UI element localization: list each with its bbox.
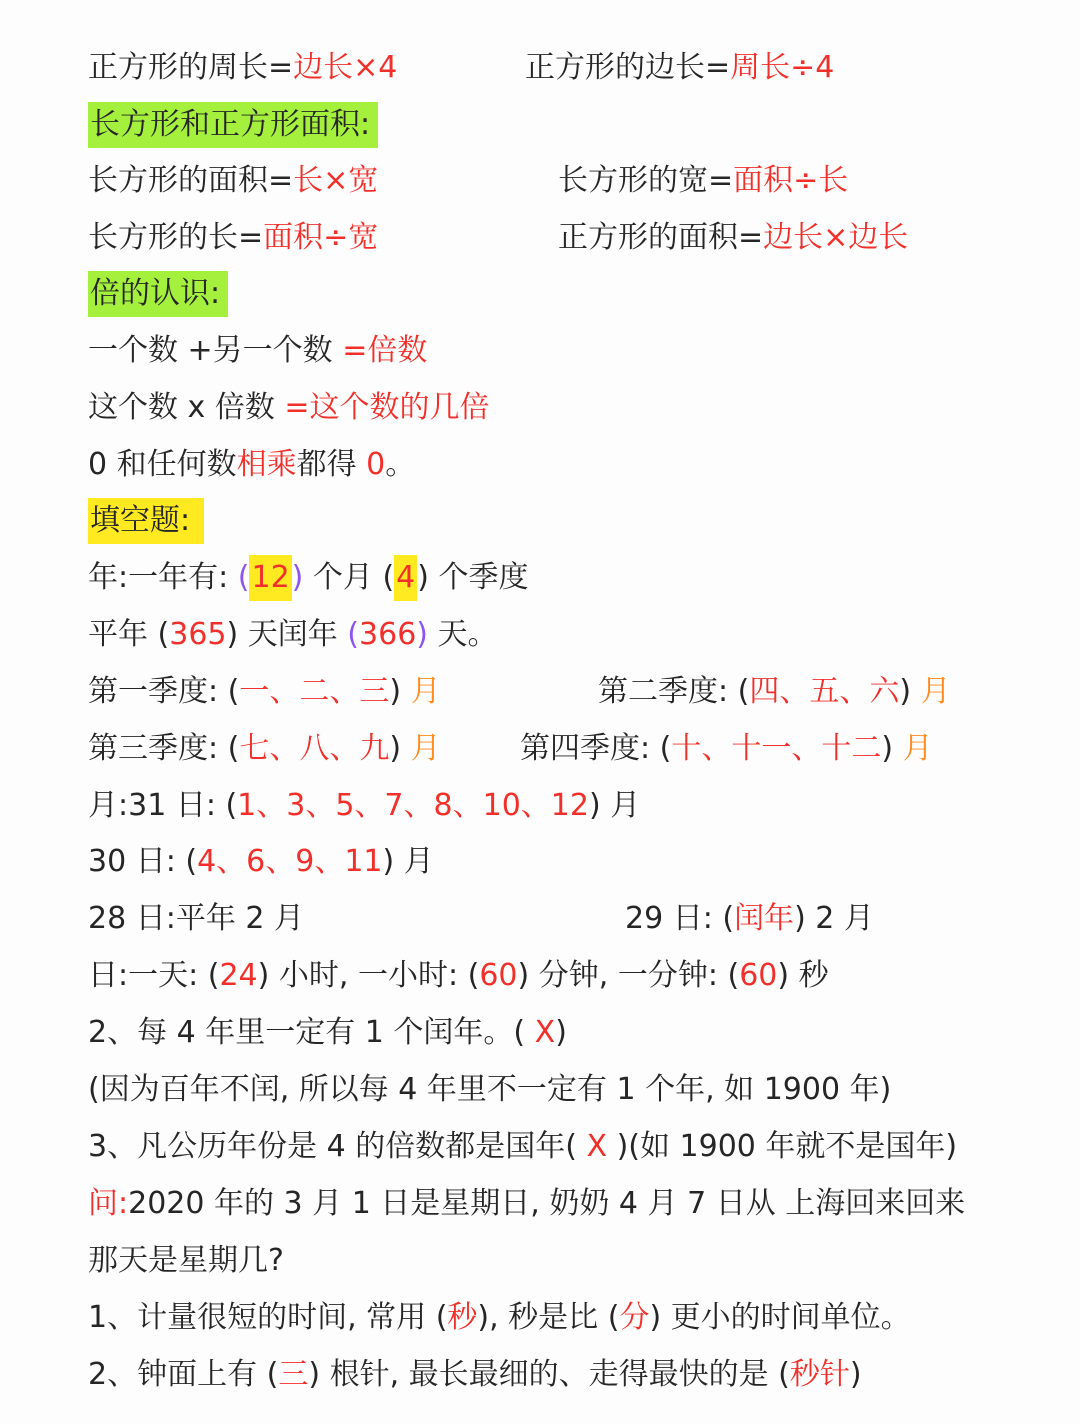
question-text: ), 秒是比 ( xyxy=(477,1300,620,1335)
question-text: 月:31 日: ( xyxy=(88,788,238,823)
february-leap-line xyxy=(625,896,874,942)
question-text: ) 秒 xyxy=(777,958,829,993)
question-text: 个月 ( xyxy=(303,560,395,595)
question-text: 28 日:平年 2 月 xyxy=(88,901,304,936)
formula-answer: 周长÷4 xyxy=(730,50,835,85)
formula-answer: 边长×边长 xyxy=(763,220,909,255)
rule-text: 都得 xyxy=(296,447,367,482)
answer-larger-unit: 分 xyxy=(619,1300,650,1335)
rule-answer: =倍数 xyxy=(342,333,428,368)
quarter-label: 第三季度: ( xyxy=(88,731,240,766)
formula-label: 正方形的周长= xyxy=(88,50,294,85)
short-months-line xyxy=(88,839,434,885)
question-text: ) xyxy=(849,1357,862,1392)
multiple-of-four-statement xyxy=(88,1124,957,1170)
quarter-months: 一、二、三 xyxy=(239,674,390,709)
year-months-question xyxy=(88,555,529,601)
zero-multiplication-rule xyxy=(88,442,415,488)
time-units-line xyxy=(88,953,829,999)
quarter-unit: 月 xyxy=(920,674,951,709)
question-label: 问: xyxy=(88,1186,129,1221)
question-text: 3、凡公历年份是 4 的倍数都是国年( xyxy=(88,1129,587,1164)
quarter-unit: 月 xyxy=(410,731,441,766)
answer-second-hand: 秒针 xyxy=(789,1357,850,1392)
open-paren: ( xyxy=(237,560,250,595)
square-area-formula xyxy=(558,215,908,261)
leap-reason-note xyxy=(88,1067,891,1113)
multiple-ratio-rule xyxy=(88,328,427,374)
question-text: ) 分钟, 一分钟: ( xyxy=(517,958,740,993)
formula-label: 长方形的面积= xyxy=(88,163,294,198)
answer-months: 1、3、5、7、8、10、12 xyxy=(237,788,589,823)
quarter-close: ) xyxy=(389,674,411,709)
rule-keyword: 相乘 xyxy=(236,447,297,482)
answer-seasons: 4 xyxy=(394,555,417,601)
question-text: )(如 1900 年就不是国年) xyxy=(607,1129,958,1164)
question-text: 2、钟面上有 ( xyxy=(88,1357,279,1392)
fill-in-heading-highlight: 填空题: xyxy=(88,498,204,544)
quarter-label: 第二季度: ( xyxy=(598,674,750,709)
question-text: 1、计量很短的时间, 常用 ( xyxy=(88,1300,448,1335)
note-text: (因为百年不闰, 所以每 4 年里不一定有 1 个年, 如 1900 年) xyxy=(88,1072,892,1107)
question-text: 30 日: ( xyxy=(88,844,198,879)
quarter-unit: 月 xyxy=(902,731,933,766)
question-text: 日:一天: ( xyxy=(88,958,220,993)
short-time-question xyxy=(88,1295,911,1341)
quarter-close: ) xyxy=(389,731,411,766)
answer-common-year-days: 365 xyxy=(169,617,227,652)
fill-in-section-heading xyxy=(88,498,204,544)
close-paren: ) xyxy=(291,560,304,595)
open-paren: ( xyxy=(347,617,360,652)
formula-answer: 长×宽 xyxy=(293,163,379,198)
weekday-question-continuation xyxy=(88,1238,284,1284)
answer-unit: 秒 xyxy=(447,1300,478,1335)
question-text: ) 月 xyxy=(382,844,434,879)
formula-label: 长方形的宽= xyxy=(558,163,734,198)
formula-label: 正方形的面积= xyxy=(558,220,764,255)
question-text: ) 天闰年 xyxy=(226,617,348,652)
rect-area-formula xyxy=(88,158,378,204)
question-text: ) 2 月 xyxy=(794,901,874,936)
quarter-1 xyxy=(88,669,441,715)
answer-false-mark: X xyxy=(534,1015,556,1050)
question-text: ) 小时, 一小时: ( xyxy=(257,958,480,993)
answer-minutes: 60 xyxy=(479,958,518,993)
formula-label: 正方形的边长= xyxy=(525,50,731,85)
rule-answer: =这个数的几倍 xyxy=(284,390,490,425)
answer-leap-year: 闰年 xyxy=(734,901,795,936)
answer-leap-year-days: 366 xyxy=(359,617,417,652)
formula-label: 长方形的长= xyxy=(88,220,264,255)
answer-seconds: 60 xyxy=(739,958,778,993)
close-paren: ) xyxy=(416,617,428,652)
rect-width-formula xyxy=(558,158,848,204)
question-text: 天。 xyxy=(428,617,498,652)
square-perimeter-formula xyxy=(88,45,397,91)
question-text: ) 个季度 xyxy=(417,560,529,595)
quarter-label: 第四季度: ( xyxy=(520,731,672,766)
multiples-section-heading xyxy=(88,271,228,317)
formula-answer: 面积÷长 xyxy=(733,163,849,198)
clock-hands-question xyxy=(88,1352,862,1398)
formula-answer: 面积÷宽 xyxy=(263,220,379,255)
quarter-months: 十、十一、十二 xyxy=(671,731,882,766)
quarter-close: ) xyxy=(881,731,903,766)
quarter-2 xyxy=(598,669,951,715)
rule-label: 一个数 +另一个数 xyxy=(88,333,343,368)
quarter-months: 四、五、六 xyxy=(749,674,900,709)
quarter-months: 七、八、九 xyxy=(239,731,390,766)
rule-label: 这个数 x 倍数 xyxy=(88,390,285,425)
february-common-line xyxy=(88,896,304,942)
rule-text: 0 和任何数 xyxy=(88,447,237,482)
quarter-3 xyxy=(88,726,441,772)
question-text: 平年 ( xyxy=(88,617,170,652)
answer-hours: 24 xyxy=(219,958,258,993)
formula-answer: 边长×4 xyxy=(293,50,398,85)
area-section-heading xyxy=(88,102,378,148)
question-text: 2020 年的 3 月 1 日是星期日, 奶奶 4 月 7 日从 上海回来回来 xyxy=(128,1186,966,1221)
question-text: 年:一年有: xyxy=(88,560,238,595)
answer-false-mark: X xyxy=(586,1129,608,1164)
year-days-question xyxy=(88,612,498,658)
quarter-4 xyxy=(520,726,933,772)
question-text: ) 更小的时间单位。 xyxy=(649,1300,911,1335)
question-text: 2、每 4 年里一定有 1 个闰年。( xyxy=(88,1015,535,1050)
rule-result: 0 xyxy=(366,447,386,482)
area-heading-highlight: 长方形和正方形面积: xyxy=(88,102,378,148)
question-text: ) 根针, 最长最细的、走得最快的是 ( xyxy=(308,1357,790,1392)
rect-length-formula xyxy=(88,215,378,261)
question-text: 29 日: ( xyxy=(625,901,735,936)
question-text: ) 月 xyxy=(588,788,641,823)
weekday-question xyxy=(88,1181,965,1227)
multiples-heading-highlight: 倍的认识: xyxy=(88,271,228,317)
square-side-formula xyxy=(525,45,834,91)
quarter-label: 第一季度: ( xyxy=(88,674,240,709)
answer-months: 4、6、9、11 xyxy=(197,844,383,879)
question-text: 那天是星期几? xyxy=(88,1243,284,1278)
multiple-product-rule xyxy=(88,385,490,431)
answer-hand-count: 三 xyxy=(278,1357,309,1392)
long-months-line xyxy=(88,783,640,829)
rule-text: 。 xyxy=(385,447,416,482)
leap-every-four-statement xyxy=(88,1010,567,1056)
quarter-close: ) xyxy=(899,674,921,709)
answer-months: 12 xyxy=(249,555,291,601)
quarter-unit: 月 xyxy=(410,674,441,709)
question-text: ) xyxy=(555,1015,567,1050)
